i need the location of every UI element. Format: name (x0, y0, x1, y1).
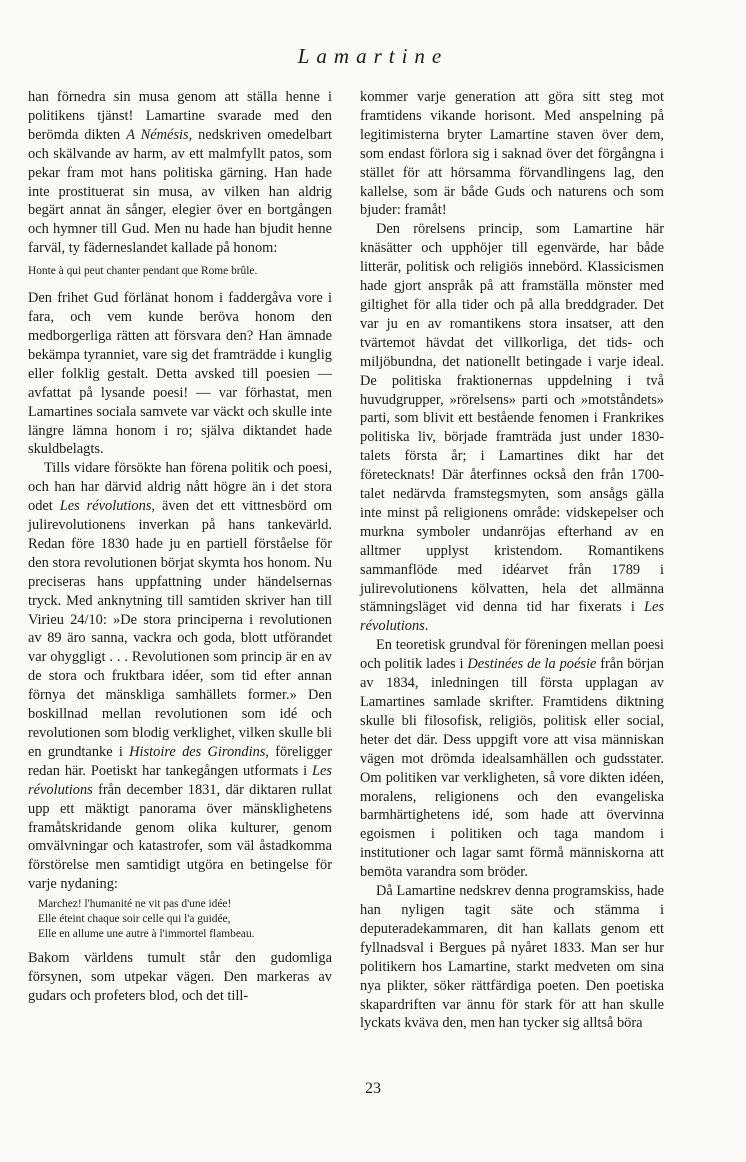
paragraph: Bakom världens tumult står den gudomliga försynen, som utpekar vägen. Den markeras av gudars och profeters blod, och det till- (28, 950, 332, 1004)
paragraph: kommer varje generation att göra sitt steg mot framtidens vikande horisont. Med anspelning på legitimisterna bryter Lamartine staven över dem, som endast förlora sig i saknad över det förgångna i stället för att hörsamma förvandlingens lag, den kallelse, som är både Guds och naturens och som bjuder: framåt! (360, 89, 664, 219)
title-les-revolutions: Les révolutions (59, 498, 152, 515)
title-les-revolutions: Les révolutions (360, 599, 664, 635)
left-column (28, 88, 332, 1006)
title-destinees-de-la-poesie: Destinées de la poésie (467, 656, 597, 673)
title-a-nemesis: A Némésis (126, 126, 189, 143)
verse-line: Elle en allume une autre à l'immortel flambeau. (38, 928, 255, 941)
paragraph: han förnedra sin musa genom att ställa henne i politikens tjänst! Lamartine svarade med den berömda dikten A Némésis, nedskriven omedelbart och skälvande av harm, av ett malmfyllt patos, som pekar fram mot hans politiska gärning. Han hade inte prostituerat sin musa, av vilken han aldrig begärt annat än sånger, elegier över en bortgången och hymner till Gud. Men nu hade han bjudit henne farväl, ty fäderneslandet kallade på honom: (28, 89, 332, 257)
french-verse (38, 897, 332, 942)
right-column (360, 88, 664, 1033)
title-histoire-des-girondins: Histoire des Girondins (129, 743, 266, 760)
paragraph: Tills vidare försökte han förena politik och poesi, och han har därvid aldrig nått högre än i det stora odet Les révolutions, även det ett vittnesbörd om julirevolutionens inverkan på hans tankevärld. Redan före 1830 hade ju en partiell förståelse för den stora revolutionen börjat skymta hos honom. Nu preciseras hans uppfattning under händelsernas tryck. Med anknytning till samtiden skriver han till Virieu 24/10: »De stora principerna i revolutionen av 89 äro sanna, vackra och goda, blott utförandet var ohyggligt . . . Revolutionen som princip är en av de stora och fruktbara idéer, som tid efter annan förnya det mänskliga samhällets former.» Den boskillnad mellan revolutionen som idé och revolutionen som blodig verklighet, vilken skulle bli en grundtanke i Histoire des Girondins, föreligger redan här. Poetiskt har tankegången utformats i Les révolutions från december 1831, där diktaren rullat upp ett mäktigt panorama över mänsklighetens framåtskridande genom olika kulturer, genom omvälvningar och katastrofer, som väl åstadkomma förstörelse men samtidigt utgöra en betingelse för varje nydaning: (28, 460, 333, 893)
verse-line: Marchez! l'humanité ne vit pas d'une idée! (38, 898, 232, 911)
french-quotation: Honte à qui peut chanter pendant que Rome brûle. (28, 265, 258, 278)
running-head: Lamartine (297, 44, 449, 68)
paragraph: Den rörelsens princip, som Lamartine här knäsätter och upphöjer till egenvärde, har både litterär, politisk och religiös innebörd. Klassicismen hade gjort anspråk på att framställa mönster med giltighet för alla tider och på alla breddgrader. Det var ju en av romantikens stora insatser, att den tvärtemot hävdat det villkorliga, det tids- och miljöbundna, det nationellt betingade i varje ideal. De politiska fraktionernas uppdelning i två huvudgrupper, »rörelsens» parti och »motståndets» parti, som blivit ett bestående fenomen i Frankrikes politiska liv, började framträda just under 1830-talets första år; i Lamartines dikt har det företecknats! Där återfinnes också den från 1700-talet nedärvda framstegsmyten, som ansågs gälla inte minst på religionens område: vidskepelser och murkna symboler undanröjas efterhand av en alltmer upplyst kristendom. Romantikens sammanflöde med idéarvet från 1789 i julirevolutionens kölvatten, hela det allmänna stämningsläget vid denna tid har fixerats i Les révolutions. (360, 221, 664, 635)
title-les-revolutions: Les révolutions (28, 762, 332, 798)
paragraph: Då Lamartine nedskrev denna programskiss, hade han nyligen tagit säte och stämma i deputeradekammaren, dit han kallats genom ett fyllnadsval i Bergues på nyåret 1833. Man ser hur politikern hos Lamartine, starkt medveten om sina nya plikter, söker rättfärdiga poeten. Den poetiska skapardriften var ännu för stark för att han skulle lyckats kväva den, men han tycker sig alltså böra (360, 883, 664, 1032)
paragraph: En teoretisk grundval för föreningen mellan poesi och politik lades i Destinées de la poésie från början av 1834, inledningen till första upplagan av Lamartines samlade skrifter. Framtidens diktning skulle bli filosofisk, religiös, politisk eller social, heter det där. Dess uppgift vore att visa människan vägen mot drömda idealsamhällen och gudsstater. Om politiken var verkligheten, så vore dikten idéen, moralens, religionens och den evangeliska barmhärtighetens idé, som hade att övervinna egoismen i politiken och taga mandom i institutioner och lagar samt förmå människorna att bemöta varandra som bröder. (360, 637, 664, 881)
page-number: 23 (365, 1080, 381, 1097)
paragraph: Den frihet Gud förlänat honom i faddergåva vore i fara, och vem kunde beröva honom den medborgerliga rätten att försvara den? Han ämnade bekämpa tyranniet, vare sig det framträdde i kunglig eller folklig gestalt. Detta avsked till poesien — avfattat på lysande poesi! — var förhastat, men Lamartines sociala samvete var väckt och skulle inte längre lämna honom i ro; själva diktandet hade skuldbelagts. (28, 290, 332, 458)
verse-line: Elle éteint chaque soir celle qui l'a guidée, (38, 913, 231, 926)
